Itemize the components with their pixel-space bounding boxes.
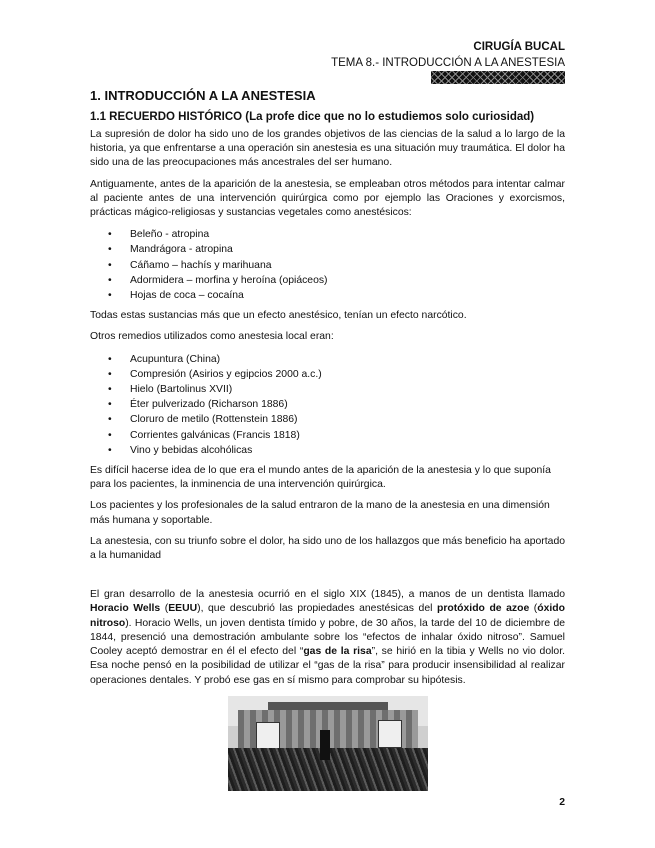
paragraph-1: La supresión de dolor ha sido uno de los grandes objetivos de las ciencias de la salud a lo largo de la historia, ya que enfrentarse a una operación sin anestesia es una situación muy traumática. El dolor ha sido una de las preocupaciones más ancestrales del ser humano. [90,129,565,169]
photo-sign [378,720,402,748]
list-item: • Cloruro de metilo (Rottenstein 1886) [90,412,565,427]
paragraph-7: La anestesia, con su triunfo sobre el dolor, ha sido uno de los hallazgos que más beneficio ha aportado a la humanidad [90,535,565,562]
list-item: • Adormidera – morfina y heroína (opiáceos) [90,273,565,288]
subsection-note: (La profe dice que no lo estudiemos solo curiosidad) [245,111,535,123]
list-item: • Cáñamo – hachís y marihuana [90,258,565,273]
paragraph-4: Otros remedios utilizados como anestesia local eran: [90,331,334,343]
list-item: • Vino y bebidas alcohólicas [90,443,565,458]
page-number: 2 [559,797,565,808]
list-item: • Éter pulverizado (Richarson 1886) [90,397,565,412]
list-item: • Mandrágora - atropina [90,242,565,257]
section-title: 1. INTRODUCCIÓN A LA ANESTESIA [90,88,316,103]
list-item: • Corrientes galvánicas (Francis 1818) [90,428,565,443]
paragraph-6: Los pacientes y los profesionales de la salud entraron de la mano de la anestesia en una dimensión más humana y soportable. [90,500,550,526]
subsection-title-text: 1.1 RECUERDO HISTÓRICO [90,111,243,123]
paragraph-5: Es difícil hacerse idea de lo que era el mundo antes de la aparición de la anestesia y lo que suponía para los pacientes, la inminencia de una intervención quirúrgica. [90,465,551,491]
paragraph-3: Todas estas sustancias más que un efecto anestésico, tenían un efecto narcótico. [90,310,467,322]
p8-bold: gas de la risa [303,646,372,658]
header-course: CIRUGÍA BUCAL [473,41,565,53]
list-plant-anesthetics [90,227,565,303]
spacer [90,570,565,588]
content [90,85,565,791]
p8-bold: protóxido de azoe [436,603,530,615]
photo-sign [256,722,280,750]
list-item: • Hojas de coca – cocaína [90,288,565,303]
photo-figure [320,730,330,760]
list-item: • Beleño - atropina [90,227,565,242]
p8-text: ). Horacio Wells, un joven dentista tímido y pobre, de 30 años, la tarde del 10 de diciembre de 1844, presenció una demostración ambulante sobre los “efectos de inhalar óxido nitroso”. Samuel Cooley aceptó demostrar en él el efecto del “ [90,617,565,658]
p8-bold: óxido nitroso [90,603,565,629]
subsection-title [90,109,565,125]
paragraph-8 [90,588,565,687]
historical-photo [228,696,428,791]
p8-text: El gran desarrollo de la anestesia ocurrió en el siglo XIX (1845), a manos de un dentista llamado [90,589,565,601]
p8-bold: EEUU [168,603,198,615]
list-item: • Hielo (Bartolinus XVII) [90,382,565,397]
paragraph-2: Antiguamente, antes de la aparición de la anestesia, se empleaban otros métodos para intentar calmar al paciente antes de una intervención quirúrgica como por ejemplo las Oraciones y exorcismos, prácticas mágico-religiosas y sustancias vegetales como anestésicos: [90,178,565,219]
list-local-remedies [90,352,565,458]
p8-text: ), que descubrió las propiedades anestésicas del [197,603,437,615]
p8-text: ( [160,603,169,615]
p8-bold: Horacio Wells [90,603,161,615]
p8-text: ( [529,603,538,615]
list-item: • Acupuntura (China) [90,352,565,367]
list-item: • Compresión (Asirios y egipcios 2000 a.c.) [90,367,565,382]
header-topic: TEMA 8.- INTRODUCCIÓN A LA ANESTESIA [331,57,565,69]
p8-text: ”, se hirió en la tibia y Wells no vio dolor. Esa noche pensó en la posibilidad de utilizar el “gas de la risa” para producir insensibilidad al realizar operaciones dentales. Y probó ese gas en sí mismo para comprobar su hipótesis. [90,646,565,686]
redaction-bar [431,71,565,84]
